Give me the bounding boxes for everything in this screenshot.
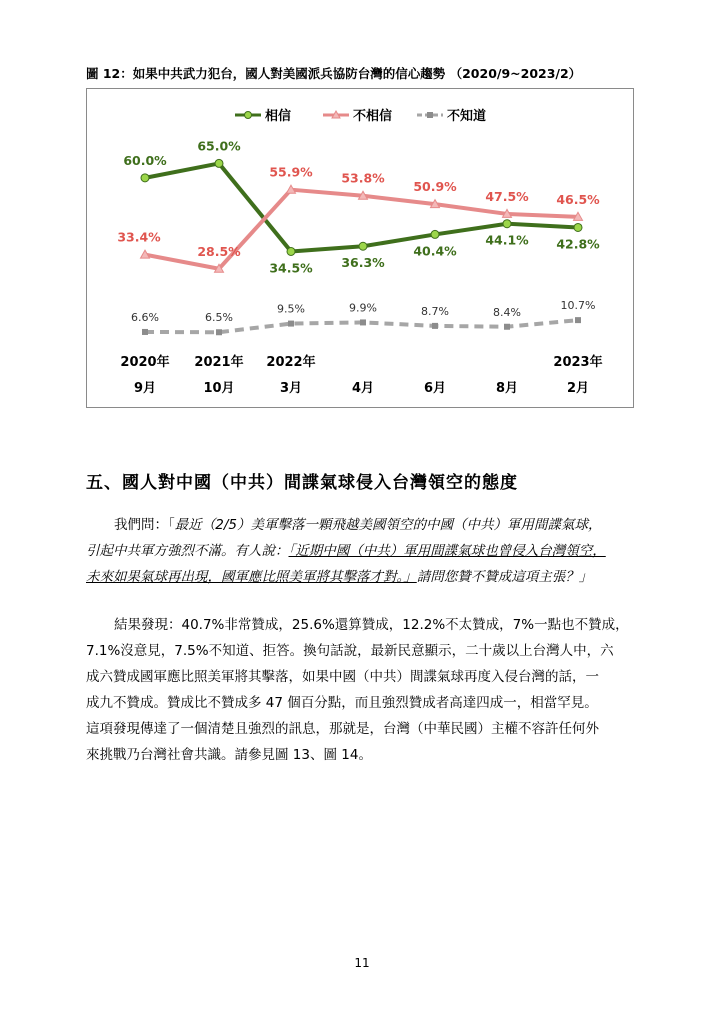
x-tick-month-1: 10月 bbox=[203, 381, 235, 396]
x-tick-year-2: 2022年 bbox=[266, 355, 316, 370]
chart-container bbox=[86, 88, 634, 408]
data-label-2-0: 6.6% bbox=[131, 310, 159, 324]
question-line-1 bbox=[86, 512, 642, 538]
page-number: 11 bbox=[354, 956, 370, 970]
question-text-2: 引起中共軍方強烈不滿。有人說： bbox=[86, 543, 289, 559]
x-tick-month-6: 2月 bbox=[566, 381, 590, 396]
data-label-2-3: 9.9% bbox=[349, 301, 377, 315]
data-label-0-5: 44.1% bbox=[485, 232, 529, 248]
figure-title: 圖 12：如果中共武力犯台，國人對美國派兵協防台灣的信心趨勢 （2020/9~2023/2） bbox=[86, 66, 582, 81]
data-label-0-0: 60.0% bbox=[123, 152, 167, 168]
results-line: 結果發現：40.7%非常贊成，25.6%還算贊成，12.2%不太贊成，7%一點也不贊成， bbox=[114, 617, 629, 633]
data-label-0-1: 65.0% bbox=[197, 138, 241, 154]
results-paragraph bbox=[86, 612, 642, 768]
data-label-1-2: 55.9% bbox=[269, 164, 313, 180]
x-tick-month-4: 6月 bbox=[423, 381, 447, 396]
data-label-1-0: 33.4% bbox=[117, 229, 161, 245]
data-label-0-2: 34.5% bbox=[269, 260, 313, 276]
results-line: 這項發現傳達了一個清楚且強烈的訊息，那就是，台灣（中華民國）主權不容許任何外 bbox=[86, 721, 599, 737]
data-label-0-3: 36.3% bbox=[341, 255, 385, 271]
data-label-2-5: 8.4% bbox=[493, 305, 521, 319]
data-point-2-2 bbox=[288, 321, 294, 327]
data-point-0-6 bbox=[574, 223, 582, 231]
legend-marker-0 bbox=[245, 112, 252, 119]
data-label-0-6: 42.8% bbox=[556, 236, 600, 252]
question-prefix: 我們問：「 bbox=[114, 517, 175, 533]
question-tail: 請問您贊不贊成這項主張？」 bbox=[416, 569, 593, 585]
legend-label-2: 不知道 bbox=[447, 109, 487, 124]
legend-label-0: 相信 bbox=[265, 109, 292, 124]
data-point-2-4 bbox=[432, 323, 438, 329]
question-quote-1: 「近期中國（中共）軍用間諜氣球也曾侵入台灣領空， bbox=[288, 543, 606, 559]
data-point-2-0 bbox=[142, 329, 148, 335]
question-line-3 bbox=[86, 564, 642, 590]
question-paragraph bbox=[86, 512, 642, 590]
data-label-2-2: 9.5% bbox=[277, 302, 305, 316]
question-line-2 bbox=[86, 538, 642, 564]
legend-label-1: 不相信 bbox=[353, 109, 393, 124]
x-tick-month-5: 8月 bbox=[495, 381, 519, 396]
results-line: 成九不贊成。贊成比不贊成多 47 個百分點，而且強烈贊成者高達四成一，相當罕見。 bbox=[86, 695, 598, 711]
data-label-2-4: 8.7% bbox=[421, 304, 449, 318]
question-quote-2: 未來如果氣球再出現，國軍應比照美軍將其擊落才對。」 bbox=[86, 569, 417, 585]
x-tick-year-1: 2021年 bbox=[194, 355, 244, 370]
line-chart bbox=[87, 89, 633, 407]
data-label-1-4: 50.9% bbox=[413, 179, 457, 195]
data-point-0-2 bbox=[287, 247, 295, 255]
x-tick-month-2: 3月 bbox=[279, 381, 303, 396]
question-text-1: 最近（2/5）美軍擊落一顆飛越美國領空的中國（中共）軍用間諜氣球， bbox=[174, 517, 602, 533]
x-tick-year-6: 2023年 bbox=[553, 355, 603, 370]
data-label-1-3: 53.8% bbox=[341, 170, 385, 186]
data-label-2-6: 10.7% bbox=[560, 299, 596, 313]
data-point-0-0 bbox=[141, 174, 149, 182]
data-point-2-3 bbox=[360, 319, 366, 325]
data-point-0-5 bbox=[503, 220, 511, 228]
data-label-2-1: 6.5% bbox=[205, 311, 233, 325]
data-label-1-1: 28.5% bbox=[197, 243, 241, 259]
x-tick-month-0: 9月 bbox=[133, 381, 157, 396]
data-point-2-5 bbox=[504, 324, 510, 330]
data-point-0-4 bbox=[431, 230, 439, 238]
legend-marker-2 bbox=[427, 112, 433, 118]
results-line: 來挑戰乃台灣社會共識。請參見圖 13、圖 14。 bbox=[86, 747, 372, 763]
results-line: 成六贊成國軍應比照美軍將其擊落，如果中國（中共）間諜氣球再度入侵台灣的話，一 bbox=[86, 669, 599, 685]
data-point-0-1 bbox=[215, 159, 223, 167]
data-point-0-3 bbox=[359, 242, 367, 250]
x-tick-year-0: 2020年 bbox=[120, 355, 170, 370]
data-point-2-6 bbox=[575, 317, 581, 323]
data-label-1-6: 46.5% bbox=[556, 191, 600, 207]
x-tick-month-3: 4月 bbox=[351, 381, 375, 396]
section-heading: 五、國人對中國（中共）間諜氣球侵入台灣領空的態度 bbox=[86, 473, 518, 493]
data-label-1-5: 47.5% bbox=[485, 188, 529, 204]
results-line: 7.1%沒意見，7.5%不知道、拒答。換句話說，最新民意顯示，二十歲以上台灣人中，六 bbox=[86, 643, 614, 659]
data-point-2-1 bbox=[216, 329, 222, 335]
data-label-0-4: 40.4% bbox=[413, 243, 457, 259]
